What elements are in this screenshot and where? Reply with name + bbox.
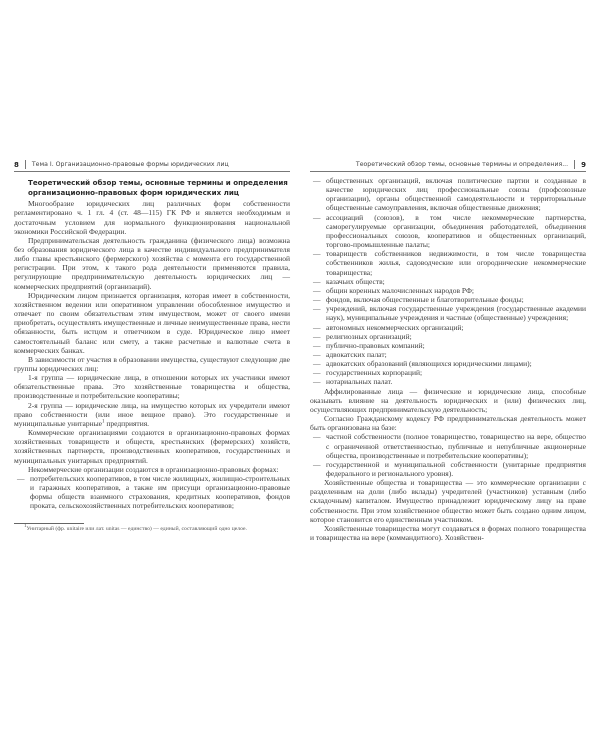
footnote-text: Унитарный (фр. unitaire или лат. unitas — единство) — единый, составляющий одно целое. <box>26 526 247 533</box>
paragraph-text: предприятия. <box>104 418 150 428</box>
list-item: — адвокатских образований (являющихся юридическими лицами); <box>326 359 586 368</box>
paragraph <box>14 401 290 428</box>
paragraph: Многообразие юридических лиц различных форм собственности регламентировано ч. 1 гл. 4 (ст. 48—115) ГК РФ и является необходимым и достаточным условием для нормального функционирования национальной экономики Российской Федерации. <box>14 199 290 236</box>
section-title: Теоретический обзор темы, основные термины и определения организационно-правовых форм юридических лиц <box>28 178 288 197</box>
header-divider <box>574 160 575 169</box>
list-item: — товариществ собственников недвижимости, в том числе товарищества собственников жилья, садоводческие или огороднические некоммерческие товарищества; <box>326 249 586 276</box>
body-text-right <box>310 176 586 542</box>
paragraph: Хозяйственные общества и товарищества — это коммерческие организации с разделенным на доли (либо вклады) учредителей (участников) уставным (либо складочным) капиталом. Имущество принадлежит юридическому лицу на праве собственности. При этом хозяйственное общество может быть создано одним лицом, которое становится его единственным участником. <box>310 478 586 524</box>
paragraph: 1-я группа — юридические лица, в отношении которых их участники имеют обязательственные права. Это хозяйственные товарищества и общества, производственные и потребительские кооперативы; <box>14 373 290 401</box>
list-item: — нотариальных палат. <box>326 377 586 386</box>
nonprofit-forms-list-cont <box>310 176 586 387</box>
list-item: — религиозных организаций; <box>326 332 586 341</box>
paragraph: Согласно Гражданскому кодексу РФ предпринимательская деятельность может быть организована на базе: <box>310 414 586 433</box>
paragraph-text: 2-я группа — юридические лица, на имущество которых их учредители имеют право собственности (или иное вещное право). Это государственные и муниципальные унитарные <box>14 400 290 428</box>
list-item: — фондов, включая общественные и благотворительные фонды; <box>326 295 586 304</box>
book-spread <box>0 159 600 619</box>
ownership-base-list <box>310 432 586 478</box>
paragraph: В зависимости от участия в образовании имущества, существуют следующие две группы юридических лиц: <box>14 354 290 373</box>
list-item: — государственных корпораций; <box>326 368 586 377</box>
list-item: — частной собственности (полное товарищество, товарищество на вере, общество с ограниченной ответственностью, публичные и непубличные акционерные общества, производственные и потребительские кооперативы); <box>326 432 586 459</box>
running-head-text: Тема I. Организационно-правовые формы юридических лиц <box>31 161 229 168</box>
paragraph: Аффилированные лица — физические и юридические лица, способные оказывать влияние на деятельность юридических и (или) физических лиц, осуществляющих предпринимательскую деятельность; <box>310 386 586 414</box>
list-item: — потребительских кооперативов, в том числе жилищных, жилищно-строительных и гаражных кооперативов, а также им присущи организационно-правовые формы обществ взаимного страхования, кредитных кооперативов, фондов проката, сельскохозяйственных потребительских кооперативов; <box>30 474 290 511</box>
left-page <box>14 159 290 534</box>
paragraph: Некоммерческие организации создаются в организационно-правовых формах: <box>28 464 279 474</box>
list-item: — автономных некоммерческих организаций; <box>326 323 586 332</box>
page-number: 8 <box>14 160 19 169</box>
list-item: — казачьих обществ; <box>326 277 586 286</box>
header-divider <box>25 160 26 169</box>
list-item: — адвокатских палат; <box>326 350 586 359</box>
right-page <box>310 159 586 542</box>
footnote <box>14 526 290 534</box>
footnote-divider <box>14 523 84 524</box>
list-item: — общин коренных малочисленных народов РФ; <box>326 286 586 295</box>
list-item: — учреждений, включая государственные учреждения (государственные академии наук), муниципальные учреждения и частные (общественные) учреждения; <box>326 304 586 322</box>
running-head-text: Теоретический обзор темы, основные термины и определения... <box>355 161 569 168</box>
list-item: — ассоциаций (союзов), в том числе некоммерческие партнерства, саморегулируемые организации, объединения работодателей, объединения профессиональных союзов, кооперативов и общественных организаций, торгово-промышленные палаты; <box>326 213 586 250</box>
page-number: 9 <box>581 160 586 169</box>
list-item: — государственной и муниципальной собственности (унитарные предприятия федерального и регионального уровня). <box>326 460 586 478</box>
paragraph: Хозяйственные товарищества могут создаваться в формах полного товарищества и товарищества на вере (коммандитного). Хозяйствен- <box>310 523 586 543</box>
list-item: — общественных организаций, включая политические партии и созданные в качестве юридических лиц профессиональные союзы (профсоюзные организации), органы общественной самодеятельности и территориальные общественные самоуправления, включая общественные движения; <box>326 176 586 213</box>
running-head-right <box>310 159 586 172</box>
paragraph: Коммерческие организациями создаются в организационно-правовых формах хозяйственных товариществ и обществ, крестьянских (фермерских) хозяйств, хозяйственных партнерств, производственных кооперативов, государственных и муниципальных унитарных предприятий. <box>14 428 290 465</box>
list-item: — публично-правовых компаний; <box>326 341 586 350</box>
footnote-marker: 1 <box>24 524 27 530</box>
footnote-ref[interactable]: 1 <box>102 419 105 425</box>
paragraph: Предпринимательская деятельность гражданина (физического лица) возможна без образования юридического лица в качестве индивидуального предпринимателя либо главы крестьянского (фермерского) хозяйства с момента его государственной регистрации. При этом, к такого рода деятельности применяются правила, регулирующие предпринимательскую деятельность юридических лиц — коммерческих предприятий (организаций). <box>14 235 290 291</box>
running-head-left <box>14 159 290 172</box>
body-text-left <box>14 199 290 510</box>
nonprofit-forms-list <box>14 474 290 511</box>
paragraph: Юридическим лицом признается организация, которая имеет в собственности, хозяйственном ведении или оперативном управлении обособленное имущество и отвечает по своим обязательствам этим имуществом, может от своего имени приобретать, осуществлять имущественные и личные неимущественные права, нести обязанности, быть истцом и ответчиком в суде. Юридическое лицо имеет самостоятельный баланс или смету, а также расчетные и валютные счета в коммерческих банках. <box>14 290 290 355</box>
